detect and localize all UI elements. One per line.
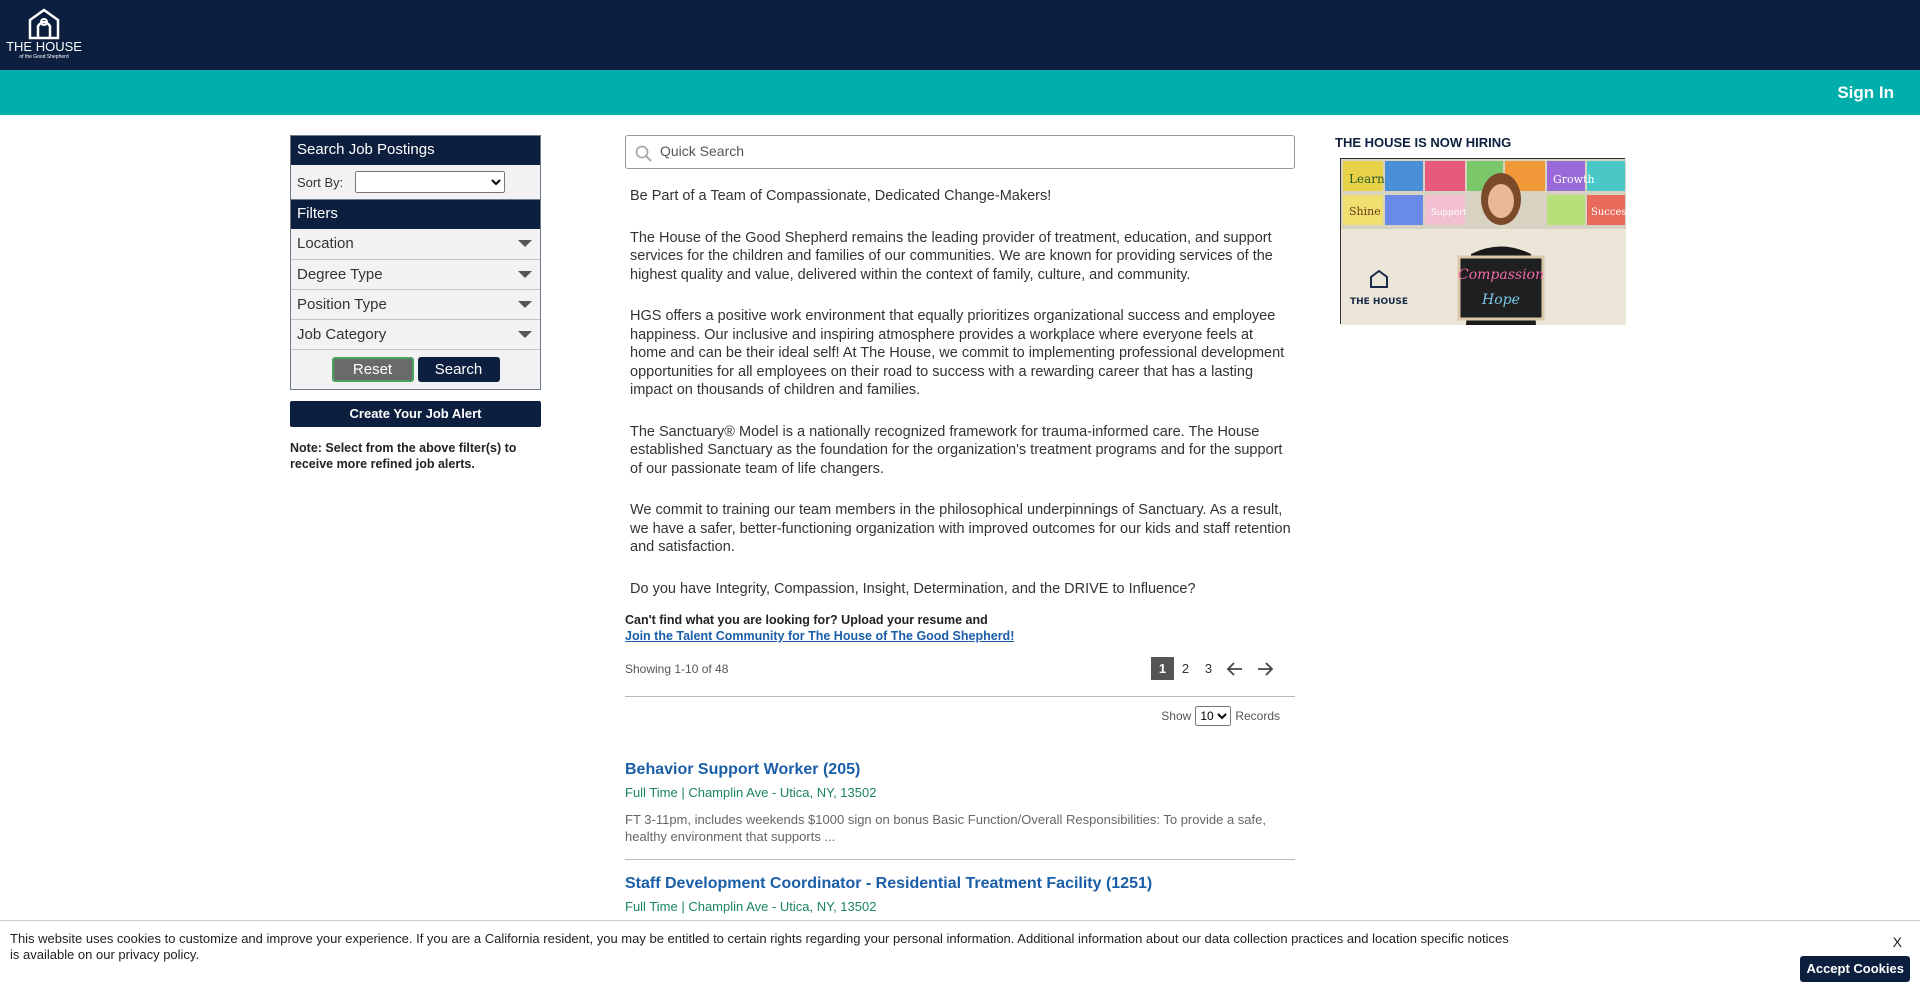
prev-page-button[interactable] [1220,657,1250,680]
search-panel [290,135,541,390]
results-summary [625,662,1295,692]
results-divider [625,696,1295,697]
video-logo-text: THE HOUSE [1349,297,1409,307]
nav-bar [0,70,1920,115]
cookie-text: This website uses cookies to customize and improve your experience. If you are a California resident, you may be entitled to certain rights regarding your personal information. Additional information about our data collection practices and location specific notices is available on our privacy policy. [10,931,1509,962]
filter-degree-type[interactable] [291,259,540,289]
filter-label: Location [297,235,354,252]
intro-paragraph: HGS offers a positive work environment that equally prioritizes organizational success and employee happiness. Our inclusive and inspiring atmosphere provides a workplace where everyone feels at home and can be their ideal self! At The House, we commit to implementing professional development opportunities for all employees on their road to success with a rewarding career that has a lasting impact on thousands of children and families. [630,308,1285,398]
wall-word: Shine [1349,205,1381,218]
intro-paragraph: Be Part of a Team of Compassionate, Dedicated Change-Makers! [630,188,1052,204]
filter-position-type[interactable] [291,289,540,319]
search-panel-title: Search Job Postings [291,136,540,165]
caret-down-icon [518,331,532,338]
hiring-title: THE HOUSE IS NOW HIRING [1335,135,1512,150]
show-label: Show [1161,709,1192,723]
accept-cookies-button[interactable]: Accept Cookies [1800,956,1910,982]
job-divider [625,859,1295,860]
job-meta: Full Time | Champlin Ave - Utica, NY, 13502 [625,899,877,914]
search-button[interactable]: Search [418,357,500,382]
intro-paragraph: The House of the Good Shepherd remains the leading provider of treatment, education, and support services for the children and families of our communities. We are known for providing services of the highest quality and value, delivered within the context of family, culture, and community. [630,229,1273,283]
intro-paragraph: Do you have Integrity, Compassion, Insight, Determination, and the DRIVE to Influence? [630,580,1196,597]
filter-label: Job Category [297,326,387,343]
search-sidebar [290,135,541,472]
sort-row [291,165,540,200]
filter-job-category[interactable] [291,319,540,349]
arrow-right-icon [1257,662,1273,676]
page-2-button[interactable]: 2 [1181,661,1190,676]
quick-search-box[interactable] [625,135,1295,169]
search-icon [635,145,653,163]
caret-down-icon [518,240,532,247]
records-select[interactable] [1195,706,1231,726]
job-title-link[interactable]: Behavior Support Worker (205) [625,761,861,778]
video-thumbnail [1341,159,1632,325]
job-listing [625,761,1295,845]
sort-select[interactable] [355,171,505,193]
close-cookie-button[interactable]: X [1892,934,1902,950]
logo-title: THE HOUSE [6,39,82,54]
wall-word: Growth [1553,173,1595,186]
create-job-alert-button[interactable]: Create Your Job Alert [290,401,541,427]
sign-in-link[interactable]: Sign In [1837,83,1894,102]
wall-word: Success [1591,207,1632,218]
pagination [1151,657,1280,680]
filters-title: Filters [291,200,540,229]
page-3-button[interactable]: 3 [1204,661,1213,676]
talent-community-link[interactable]: Join the Talent Community for The House of The Good Shepherd! [625,629,1015,643]
upload-resume-block [625,612,1295,644]
filter-buttons [291,349,540,389]
job-description: FT 3-11pm, includes weekends $1000 sign on bonus Basic Function/Overall Responsibilities: To provide a safe, healthy environment that supports ... [625,812,1266,844]
page-1-button[interactable]: 1 [1151,657,1174,680]
cookie-banner [0,920,1920,993]
quick-search-input[interactable] [660,143,1280,159]
wall-word: Support [1431,208,1467,218]
main-content [625,135,1295,914]
filter-location[interactable] [291,229,540,259]
hiring-video[interactable] [1340,158,1632,324]
reset-button[interactable]: Reset [332,357,414,382]
intro-paragraph: The Sanctuary® Model is a nationally recognized framework for trauma-informed care. The House established Sanctuary as the foundation for the organization's treatment programs and for the support of our passionate team of life changers. [630,423,1283,477]
caret-down-icon [518,301,532,308]
filter-label: Position Type [297,296,387,313]
intro-paragraph: We commit to training our team members in the philosophical underpinnings of Sanctuary. As a result, we have a safer, better-functioning organization with improved outcomes for our kids and staff retention and satisfaction. [630,502,1291,555]
house-logo-icon [28,8,60,40]
filter-label: Degree Type [297,266,383,283]
upload-text: Can't find what you are looking for? Upload your resume and [625,613,988,627]
wall-word: Learn [1349,172,1385,186]
top-header [0,0,1920,70]
video-sign-top: Compassion [1457,267,1545,283]
job-meta: Full Time | Champlin Ave - Utica, NY, 13502 [625,785,877,800]
logo-subtitle: of the Good Shepherd [19,54,69,60]
intro-text [625,187,1295,598]
arrow-left-icon [1227,662,1243,676]
site-logo[interactable] [4,8,84,68]
job-listing [625,875,1295,914]
showing-count: Showing 1-10 of 48 [625,662,729,676]
records-per-page [625,705,1295,727]
alert-note: Note: Select from the above filter(s) to receive more refined job alerts. [290,441,517,471]
records-label: Records [1235,709,1280,723]
video-sign-bottom: Hope [1482,292,1520,308]
caret-down-icon [518,271,532,278]
job-title-link[interactable]: Staff Development Coordinator - Residential Treatment Facility (1251) [625,875,1153,892]
hiring-sidebar [1335,135,1635,324]
sort-label: Sort By: [297,174,344,190]
next-page-button[interactable] [1250,657,1280,680]
